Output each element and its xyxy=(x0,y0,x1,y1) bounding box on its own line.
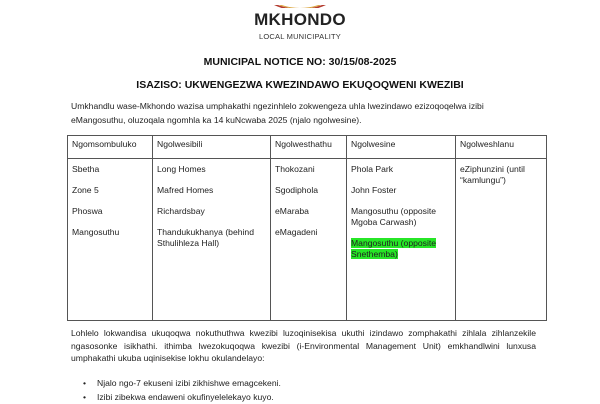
area-item-new-highlighted xyxy=(351,238,451,260)
tuesday-areas xyxy=(153,159,271,321)
table-row xyxy=(68,159,547,321)
area-item: eMagadeni xyxy=(275,227,318,237)
header-friday: Ngolweshlanu xyxy=(456,136,547,159)
highlighted-text: Mangosuthu (opposite Snethemba) xyxy=(351,238,437,259)
area-item: Mangosuthu xyxy=(72,227,120,237)
area-item: Phoswa xyxy=(72,206,103,216)
area-item: Mangosuthu (opposite Mgoba Carwash) xyxy=(351,206,437,227)
header-wednesday: Ngolwesthathu xyxy=(271,136,347,159)
wednesday-areas xyxy=(271,159,347,321)
organization-subtitle: LOCAL MUNICIPALITY xyxy=(259,32,341,41)
list-item-text: Njalo ngo-7 ekuseni izibi zikhishwe emagcekeni. xyxy=(97,378,281,388)
bullet-icon: • xyxy=(83,378,87,388)
closing-paragraph: Lohlelo lokwandisa ukuqoqwa nokuthuthwa kwezibi luzoqinisekisa ukuthi izindawo zomphakathi zihlala zihlanzekile ngasosonke isikhathi. ithimba lwezokuqoqwa kwezibi (i-Environmental Management Unit) emkhandlwini lunxusa umphakathi ukuba uqinisekise lokhu okulandelayo: xyxy=(71,328,536,363)
area-item: eZiphunzini (until “kamlungu”) xyxy=(460,164,525,185)
list-item xyxy=(83,376,523,390)
area-item: Richardsbay xyxy=(157,206,205,216)
bullet-icon: • xyxy=(83,392,87,402)
area-item: Thokozani xyxy=(275,164,315,174)
list-item-text: Izibi zibekwa endaweni okufinyelelekayo kuyo. xyxy=(97,392,274,402)
header-tuesday: Ngolwesibili xyxy=(153,136,271,159)
thursday-areas xyxy=(347,159,456,321)
area-item: Phola Park xyxy=(351,164,394,174)
notice-number: MUNICIPAL NOTICE NO: 30/15/08-2025 xyxy=(203,56,397,68)
area-item: John Foster xyxy=(351,185,397,195)
municipal-crest-icon xyxy=(270,5,330,8)
monday-areas xyxy=(68,159,153,321)
collection-schedule-table xyxy=(67,135,547,321)
area-item: Long Homes xyxy=(157,164,206,174)
intro-paragraph: Umkhandlu wase-Mkhondo wazisa umphakathi ngezinhlelo zokwengeza uhla lwezindawo ezizoqoqelwa izibi eMangosuthu, oluzoqala ngomhla ka 14 kuNcwaba 2025 (njalo ngolwesine). xyxy=(71,101,484,125)
instructions-list xyxy=(83,376,523,404)
area-item: Sgodiphola xyxy=(275,185,319,195)
list-item xyxy=(83,390,523,404)
header-thursday: Ngolwesine xyxy=(347,136,456,159)
area-item: Zone 5 xyxy=(72,185,99,195)
notice-title: ISAZISO: UKWENGEZWA KWEZINDAWO EKUQOQWENI KWEZIBI xyxy=(136,79,464,91)
organization-name: MKHONDO xyxy=(254,10,346,29)
area-item: Mafred Homes xyxy=(157,185,214,195)
area-item: eMaraba xyxy=(275,206,309,216)
table-header-row xyxy=(68,136,547,159)
area-item: Sbetha xyxy=(72,164,100,174)
friday-areas xyxy=(456,159,547,321)
header-monday: Ngomsombuluko xyxy=(68,136,153,159)
municipality-logo xyxy=(270,0,330,8)
area-item: Thandukukhanya (behind Sthulihleza Hall) xyxy=(157,227,254,248)
